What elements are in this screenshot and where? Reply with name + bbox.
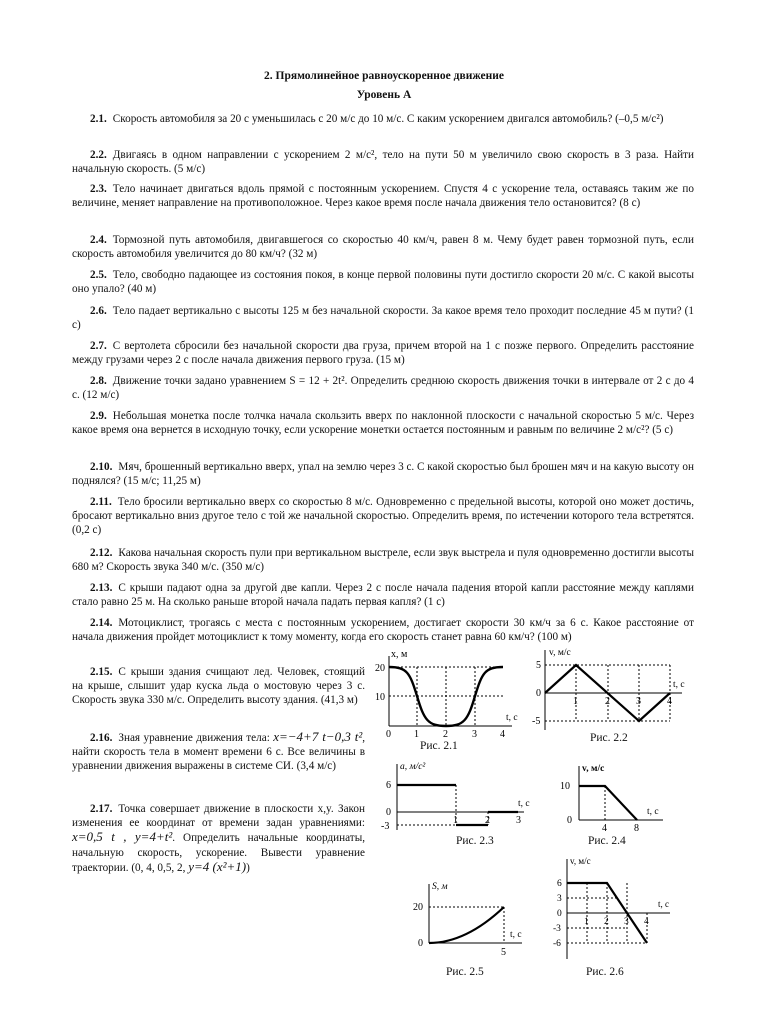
level-title: Уровень А [356, 89, 412, 101]
x-tick-label: 2 [604, 917, 609, 927]
x-axis-label: t, c [506, 713, 518, 723]
problem-number: 2.4. [90, 234, 107, 246]
y-axis-label: v, м/с [570, 856, 591, 866]
problem-2-12 [72, 546, 694, 574]
y-tick-label: 0 [386, 807, 391, 818]
x-tick-label: 1 [573, 696, 578, 707]
figure-2-4 [555, 762, 675, 834]
x-tick-label: 3 [636, 696, 641, 707]
x-axis-label: t, c [510, 930, 522, 940]
problem-text: Скорость автомобиля за 20 с уменьшилась с 20 м/с до 10 м/с. С каким ускорением двигался автомобиль? (–0,5 м/с²) [112, 113, 664, 125]
y-tick-label: 0 [567, 815, 572, 826]
y-tick-label: 0 [418, 938, 423, 949]
problem-number: 2.10. [90, 461, 113, 473]
problem-2-8 [72, 374, 694, 402]
problem-2-17 [72, 802, 365, 875]
figure-2-2 [530, 646, 690, 734]
y-tick-label: 20 [413, 902, 423, 913]
problem-number: 2.2. [90, 149, 107, 161]
problem-text: Мяч, брошенный вертикально вверх, упал на землю через 3 с. С какой скоростью был брошен мяч и на какую высоту он поднялся? (15 м/с; 11,25 м) [72, 461, 694, 488]
y-axis-label: S, м [432, 882, 448, 892]
problem-2-9 [72, 409, 694, 437]
x-tick-label: 1 [453, 815, 458, 826]
x-tick-label: 1 [584, 917, 589, 927]
x-tick-label: 2 [605, 696, 610, 707]
y-tick-label: 0 [557, 909, 562, 919]
problem-2-7 [72, 339, 694, 367]
problem-2-15 [72, 665, 365, 708]
problem-text-b: , найти скорость тела в момент времени 6 с. Все величины в уравнении движения выражены в системе СИ. (3,4 м/с) [72, 732, 366, 773]
figure-2-1 [372, 648, 522, 740]
problem-text: Тело, свободно падающее из состояния покоя, в конце первой половины пути достигло скорости 20 м/с. С какой высоты оно упало? (40 м) [72, 269, 694, 296]
problem-number: 2.7. [90, 340, 107, 352]
section-title: 2. Прямолинейное равноускоренное движение [264, 70, 504, 82]
problem-number: 2.13. [90, 582, 113, 594]
equation: x=0,5 t , y=4+t² [72, 829, 173, 845]
x-tick-label: 5 [501, 947, 506, 958]
y-tick-label: -3 [381, 821, 390, 832]
x-axis-label: t, c [518, 799, 530, 809]
figure-caption: Рис. 2.3 [456, 835, 494, 847]
problem-number: 2.6. [90, 305, 107, 317]
problem-text: Небольшая монетка после толчка начала скользить вверх по наклонной плоскости с начальной скоростью 5 м/с. Через какое время она вернется в исходную точку, если ускорение монетки остается постоянным и равным по величине 2 м/с²? (5 с) [72, 410, 694, 437]
figure-caption: Рис. 2.4 [588, 835, 626, 847]
x-tick-label: 2 [485, 815, 490, 826]
x-tick-label: 3 [516, 815, 521, 826]
problem-number: 2.16. [90, 732, 113, 744]
figure-caption: Рис. 2.2 [590, 732, 628, 744]
problem-2-11 [72, 495, 694, 538]
problem-text: Движение точки задано уравнением S = 12 + 2t². Определить среднюю скорость движения точки в интервале от 2 с до 4 с. (12 м/с) [72, 375, 694, 402]
problem-text: Тело начинает двигаться вдоль прямой с постоянным ускорением. Спустя 4 с ускорение тела, оставаясь таким же по величине, меняет направление на противоположное. Через какое время после начала движения тело остановится? (8 с) [72, 183, 694, 210]
x-tick-label: 4 [644, 917, 649, 927]
y-tick-label: 3 [557, 894, 562, 904]
problem-number: 2.1. [90, 113, 107, 125]
trajectory-equation: y=4 (x²+1) [188, 858, 247, 874]
y-tick-label: -6 [553, 939, 561, 949]
x-tick-label: 1 [414, 729, 419, 740]
problem-2-5 [72, 268, 694, 296]
problem-text: Мотоциклист, трогаясь с места с постоянным ускорением, достигает скорости 30 км/ч за 6 с. Какое расстояние от начала движения пройдет мотоциклист к тому моменту, когда его скорость станет равна 60 км/ч? (100 м) [72, 617, 694, 644]
problem-text-end: ) [246, 861, 250, 874]
problem-number: 2.12. [90, 547, 113, 559]
y-tick-label: 10 [375, 692, 385, 703]
y-tick-label: 6 [557, 879, 562, 889]
problem-2-4 [72, 233, 694, 261]
problem-text-a: Точка совершает движение в плоскости x,y. Закон изменения ее координат от времени задан уравнениями: [72, 803, 365, 830]
problem-2-6 [72, 304, 694, 332]
problem-2-13 [72, 581, 694, 609]
y-tick-label: 20 [375, 663, 385, 674]
x-tick-label: 4 [500, 729, 505, 740]
y-tick-label: -5 [532, 716, 541, 727]
y-axis-label: x, м [391, 649, 408, 660]
x-tick-label: 4 [602, 823, 607, 834]
problem-2-16 [72, 730, 365, 774]
problem-text: С крыши здания счищают лед. Человек, стоящий на крыше, слышит удар куска льда о мостовую через 3 с. Скорость звука 330 м/с. Определить высоту здания. (41,3 м) [72, 666, 365, 707]
y-tick-label: 5 [536, 660, 541, 671]
problem-text: С вертолета сбросили без начальной скорости два груза, причем второй на 1 с позже первого. Определить расстояние между грузами через 2 с после начала движения первого груза. (15 м) [72, 340, 694, 367]
problem-text-b: . Определить начальные координаты, начальную скорость, ускорение. Вывести уравнение траектории. (0, 4, 0,5, 2, [72, 832, 366, 874]
equation: x=−4+7 t−0,3 t² [273, 729, 363, 744]
figure-caption: Рис. 2.5 [446, 966, 484, 978]
figure-2-6 [550, 855, 680, 963]
x-tick-label: 4 [667, 696, 672, 707]
problem-text: Тело падает вертикально с высоты 125 м без начальной скорости. За какое время тело проходит последние 45 м пути? (1 с) [72, 305, 694, 332]
x-axis-label: t, c [658, 899, 669, 909]
problem-text: Тормозной путь автомобиля, двигавшегося со скоростью 40 км/ч, равен 8 м. Чему будет равен тормозной путь, если скорость автомобиля увеличится до 80 км/ч? (32 м) [72, 234, 694, 261]
problem-2-10 [72, 460, 694, 488]
figure-2-3 [376, 760, 536, 832]
problem-text: Какова начальная скорость пули при вертикальном выстреле, если звук выстрела и пуля одновременно достигли высоты 680 м? Скорость звука 340 м/с. (350 м/с) [72, 547, 694, 574]
x-tick-label: 3 [472, 729, 477, 740]
y-tick-label: 10 [560, 781, 570, 792]
problem-text: Тело бросили вертикально вверх со скоростью 8 м/с. Одновременно с предельной высоты, которой оно может достичь, бросают вертикально вниз другое тело с той же начальной скоростью. Определить время, по истечении которого тела встретятся. (0,2 с) [72, 496, 694, 537]
problem-2-2 [72, 148, 694, 176]
problem-2-3 [72, 182, 694, 210]
y-axis-label: a, м/с² [400, 762, 426, 772]
problem-number: 2.8. [90, 375, 107, 387]
x-tick-label: 0 [386, 729, 391, 740]
problem-number: 2.15. [90, 666, 113, 678]
y-tick-label: -3 [553, 924, 561, 934]
problem-number: 2.9. [90, 410, 107, 422]
x-tick-label: 8 [634, 823, 639, 834]
problem-2-14 [72, 616, 694, 644]
problem-text: Двигаясь в одном направлении с ускорением 2 м/с², тело на пути 50 м увеличило свою скорость в 3 раза. Найти начальную скорость. (5 м/с) [72, 149, 694, 176]
x-tick-label: 2 [443, 729, 448, 740]
x-tick-label: 3 [624, 917, 629, 927]
series-line [429, 907, 504, 943]
series-line [579, 786, 637, 820]
figure-caption: Рис. 2.1 [420, 740, 458, 752]
x-axis-label: t, c [647, 807, 659, 817]
problem-2-1 [72, 112, 694, 126]
problem-number: 2.5. [90, 269, 107, 281]
problem-number: 2.11. [90, 496, 112, 508]
y-tick-label: 0 [536, 688, 541, 699]
y-axis-label: v, м/с [549, 648, 571, 658]
y-axis-label: v, м/с [582, 764, 605, 774]
problem-text: С крыши падают одна за другой две капли. Через 2 с после начала падения второй капли расстояние между каплями стало равно 25 м. На сколько раньше второй начала падать первая капля? (1 с) [72, 582, 694, 609]
problem-number: 2.17. [90, 803, 113, 815]
problem-number: 2.14. [90, 617, 113, 629]
figure-caption: Рис. 2.6 [586, 966, 624, 978]
problem-number: 2.3. [90, 183, 107, 195]
problem-text-a: Зная уравнение движения тела: [118, 732, 270, 744]
x-axis-label: t, c [673, 680, 685, 690]
figure-2-5 [410, 880, 530, 960]
y-tick-label: 6 [386, 780, 391, 791]
